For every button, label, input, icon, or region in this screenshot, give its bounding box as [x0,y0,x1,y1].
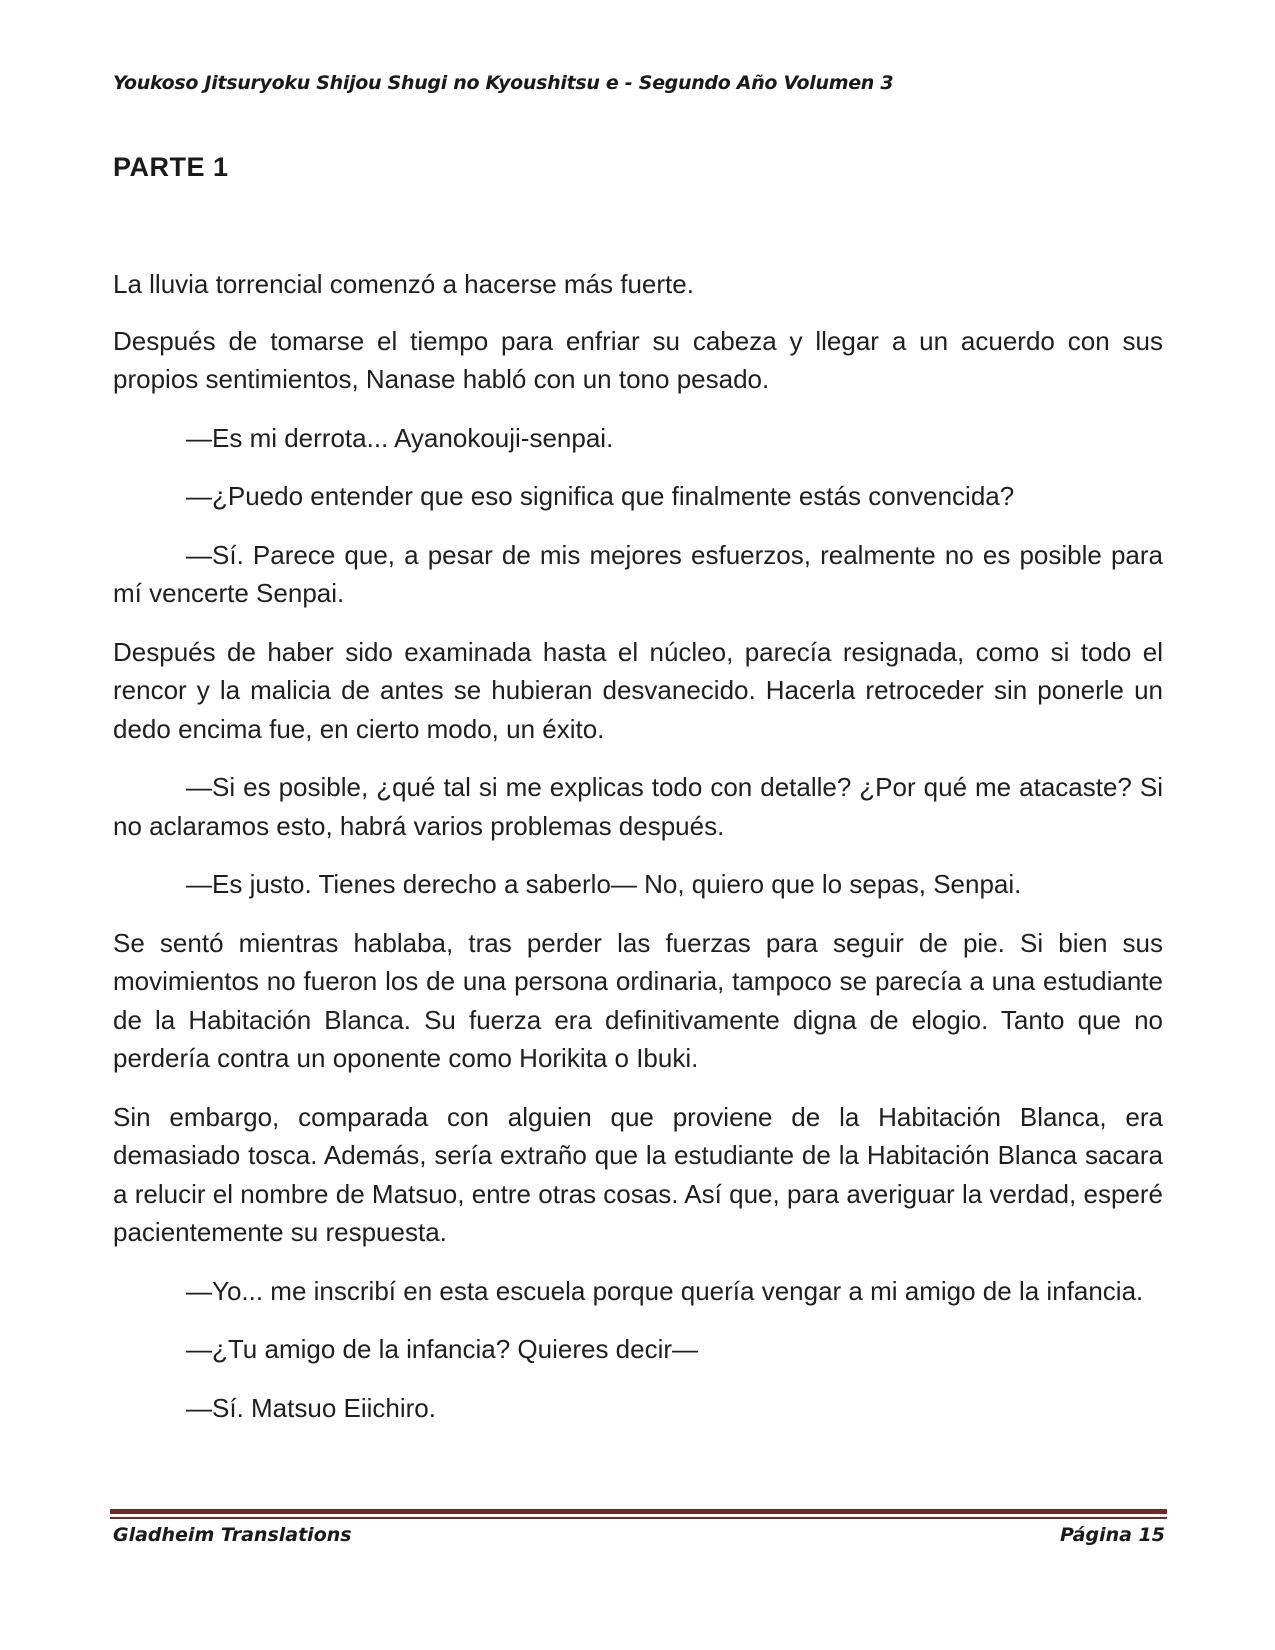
paragraph: La lluvia torrencial comenzó a hacerse más fuerte. [113,269,694,299]
dialog-line: —Si es posible, ¿qué tal si me explicas todo con detalle? ¿Por qué me atacaste? Si no aclaramos esto, habrá varios problemas después. [113,772,1163,841]
dialog-line: —Sí. Matsuo Eiichiro. [186,1392,436,1423]
page-number: Página 15 [1059,1524,1165,1546]
footer-credit: Gladheim Translations [113,1524,352,1546]
dialog-line: —¿Puedo entender que eso significa que finalmente estás convencida? [186,481,1015,511]
dialog-line: —Es justo. Tienes derecho a saberlo— No, quiero que lo sepas, Senpai. [186,869,1022,899]
paragraph: Sin embargo, comparada con alguien que proviene de la Habitación Blanca, era demasiado tosca. Además, sería extraño que la estudiante de la Habitación Blanca sacara a relucir el nombre de Matsuo, entre otras cosas. Así que, para averiguar la verdad, esperé pacientemente su respuesta. [113,1101,1163,1247]
running-header: Youkoso Jitsuryoku Shijou Shugi no Kyoushitsu e - Segundo Año Volumen 3 [113,72,894,94]
footer-divider-thin [110,1517,1167,1519]
paragraph: Después de tomarse el tiempo para enfriar su cabeza y llegar a un acuerdo con sus propios sentimientos, Nanase habló con un tono pesado. [113,325,1163,394]
dialog-line: —Es mi derrota... Ayanokouji-senpai. [186,422,614,453]
paragraph: Después de haber sido examinada hasta el núcleo, parecía resignada, como si todo el rencor y la malicia de antes se hubieran desvanecido. Hacerla retroceder sin ponerle un dedo encima fue, en cierto modo, un éxito. [113,636,1163,744]
paragraph: Se sentó mientras hablaba, tras perder las fuerzas para seguir de pie. Si bien sus movimientos no fueron los de una persona ordinaria, tampoco se parecía a una estudiante de la Habitación Blanca. Su fuerza era definitivamente digna de elogio. Tanto que no perdería contra un oponente como Horikita o Ibuki. [113,927,1163,1073]
body-text [113,265,1163,1427]
footer-divider [110,1509,1167,1514]
dialog-line: —Sí. Parece que, a pesar de mis mejores esfuerzos, realmente no es posible para mí vencerte Senpai. [113,539,1163,608]
section-title: PARTE 1 [113,152,229,182]
dialog-line: —¿Tu amigo de la infancia? Quieres decir— [186,1334,699,1364]
dialog-line: —Yo... me inscribí en esta escuela porque quería vengar a mi amigo de la infancia. [186,1275,1144,1306]
